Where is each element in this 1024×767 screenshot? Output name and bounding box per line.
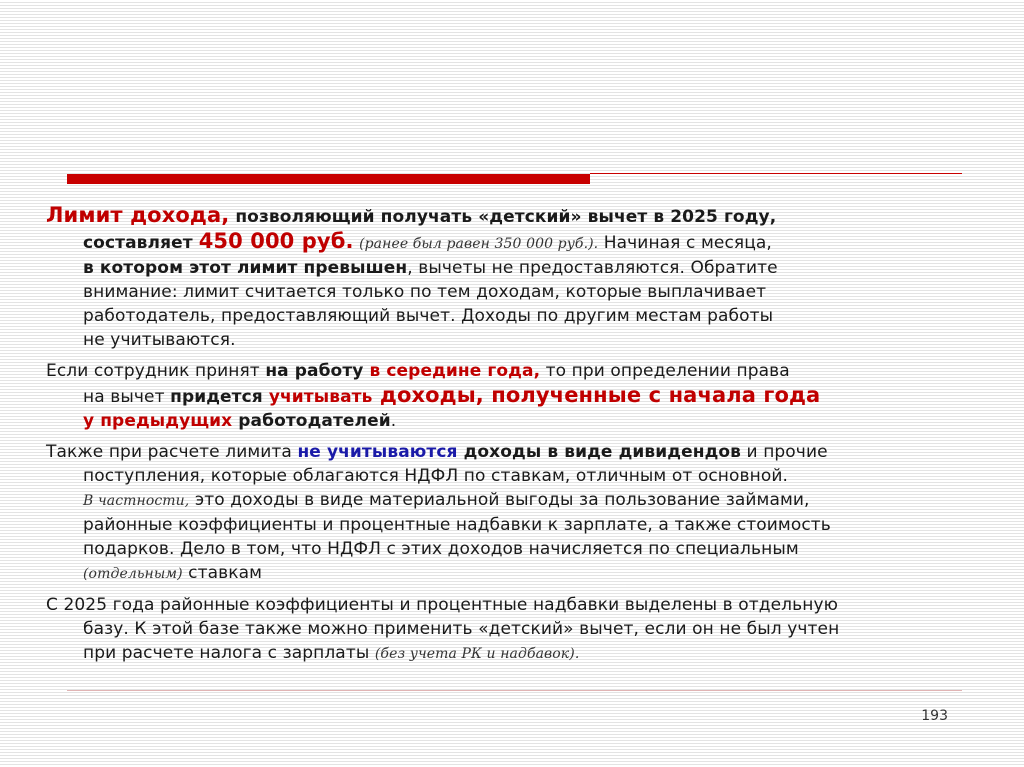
- paragraph-mid-year: [46, 359, 966, 433]
- p3-note-2: (отдельным): [83, 566, 183, 582]
- p2-k: .: [390, 411, 397, 431]
- p4-line-1: С 2025 года районные коэффициенты и процентные надбавки выделены в отдельную: [46, 595, 839, 615]
- p2-b: на работу: [265, 361, 364, 381]
- paragraph-dividends: [46, 440, 966, 586]
- p1-line-4: внимание: лимит считается только по тем доходам, которые выплачивает: [83, 282, 767, 302]
- p3-line-1: [46, 440, 966, 464]
- p2-j: работодателей: [232, 411, 391, 431]
- p4-line-2: базу. К этой базе также можно применить «детский» вычет, если он не был учтен: [83, 619, 840, 639]
- p3-note-1: В частности,: [83, 493, 190, 509]
- p4-line-3: [46, 641, 966, 666]
- p3-a: Также при расчете лимита: [46, 442, 298, 462]
- p1-l2-b: Начиная с месяца,: [598, 233, 772, 253]
- p2-line-1: [46, 359, 966, 383]
- paragraph-limit: [46, 203, 966, 352]
- p3-c: доходы в виде дивидендов: [457, 442, 742, 462]
- p3-b: не учитываются: [297, 442, 458, 462]
- p2-h: доходы, полученные с начала года: [372, 383, 821, 407]
- p1-line-2: [46, 229, 966, 256]
- p2-g: учитывать: [262, 387, 373, 407]
- p2-i: у предыдущих: [83, 411, 233, 431]
- p2-line-2: [46, 383, 966, 409]
- p3-line-5: подарков. Дело в том, что НДФЛ с этих доходов начисляется по специальным: [83, 539, 799, 559]
- header-red-line: [590, 173, 962, 174]
- p2-line-3: [46, 409, 966, 433]
- p2-d: то при определении права: [540, 361, 790, 381]
- p1-l2-a: составляет: [83, 233, 199, 253]
- p1-amount: 450 000 руб.: [198, 229, 354, 253]
- p3-d: и прочие: [741, 442, 828, 462]
- p3-line-4: районные коэффициенты и процентные надбавки к зарплате, а также стоимость: [83, 515, 831, 535]
- p2-e: на вычет: [83, 387, 171, 407]
- p1-lead-red: Лимит дохода,: [46, 203, 230, 227]
- p1-l3-bold: в котором этот лимит превышен: [83, 258, 408, 278]
- p2-a: Если сотрудник принят: [46, 361, 266, 381]
- p1-l3-rest: , вычеты не предоставляются. Обратите: [407, 258, 778, 278]
- p2-c: в середине года,: [363, 361, 541, 381]
- p1-lead-rest: позволяющий получать «детский» вычет в 2025 году,: [229, 207, 777, 227]
- p3-line-6: [46, 561, 966, 586]
- p1-note: (ранее был равен 350 000 руб.).: [359, 236, 599, 252]
- p4-note: (без учета РК и надбавок).: [374, 646, 580, 662]
- p1-line-3: [46, 256, 966, 280]
- p3-l3-rest: это доходы в виде материальной выгоды за пользование займами,: [189, 490, 810, 510]
- paragraph-2025-base: [46, 593, 966, 666]
- page-number: 193: [921, 708, 948, 724]
- p3-line-3: [46, 488, 966, 513]
- header-red-bar: [67, 174, 590, 184]
- footer-line: [67, 690, 962, 691]
- p2-f: придется: [170, 387, 263, 407]
- p1-line-1: [46, 203, 966, 229]
- p4-l3-a: при расчете налога с зарплаты: [83, 643, 375, 663]
- slide-content: [46, 203, 966, 673]
- p1-line-5: работодатель, предоставляющий вычет. Доходы по другим местам работы: [83, 306, 774, 326]
- p3-l6-rest: ставкам: [182, 563, 263, 583]
- p3-line-2: поступления, которые облагаются НДФЛ по ставкам, отличным от основной.: [83, 466, 789, 486]
- p1-line-6: не учитываются.: [83, 330, 236, 350]
